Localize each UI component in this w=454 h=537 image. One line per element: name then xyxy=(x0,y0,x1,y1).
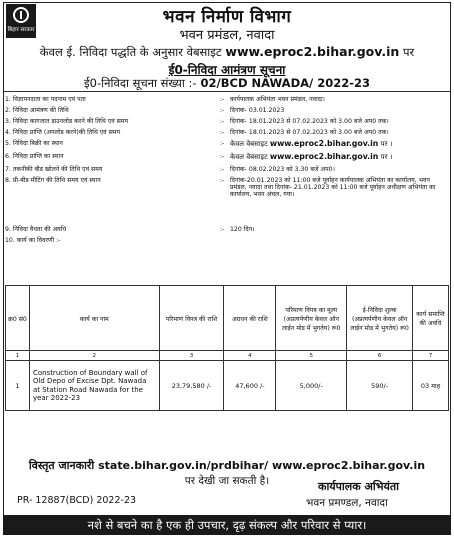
table-header-cell: परिमाण विपत्र की राशि xyxy=(159,286,224,351)
column-number: 3 xyxy=(159,351,224,361)
column-number: 4 xyxy=(224,351,276,361)
info-label: 2. निविदा आमंत्रण की तिथि xyxy=(5,107,69,114)
info-value: केवल वेबसाइट www.eproc2.bihar.gov.in पर । xyxy=(230,139,393,148)
info-row: 1. विज्ञापनदाता का पदनाम एवं पता :- कार्यपालक अभियंता भवन प्रमंडल, नवादा। xyxy=(5,96,449,105)
completion-period-cell: 03 माह xyxy=(413,361,449,411)
division-subtitle: भवन प्रमंडल, नवादा xyxy=(179,28,275,43)
table-header-cell: कार्य का नाम xyxy=(29,286,159,351)
info-value: दिनांक- 08.02.2023 को 3.30 बजे अप0। xyxy=(230,166,335,173)
column-number: 7 xyxy=(413,351,449,361)
column-number: 5 xyxy=(276,351,347,361)
office-name: भवन प्रमण्डल, नवादा xyxy=(306,497,388,509)
info-value: दिनांक- 18.01.2023 से 07.02.2023 को 3.00 बजे अप0 तक। xyxy=(230,129,389,136)
notice-title: ई0-निविदा आमंत्रण सूचना xyxy=(168,63,286,77)
table-header-cell: परिमाण विपत्र का मूल्य (अप्रत्यर्पणीय केवल ऑन लाईन मोड में भुगतेय) रू0 xyxy=(276,286,347,351)
info-row: 2. निविदा आमंत्रण की तिथि :- दिनांक- 03.01.2023 xyxy=(5,107,449,116)
notice-number-label: ई0-निविदा सूचना संख्या :- xyxy=(84,76,197,90)
notice-number: 02/BCD NAWADA/ 2022-23 xyxy=(200,76,370,90)
table-header-cell: अग्रधन की राशि xyxy=(224,286,276,351)
table-header-cell: कार्य समाप्ति की अवधि xyxy=(413,286,449,351)
info-row: 6. निविदा प्राप्ति का स्थान :- केवल वेबसाइट www.eproc2.bihar.gov.in पर । xyxy=(5,153,449,164)
system-prefix: केवल ई. निविदा पद्धति के अनुसार वेबसाइट xyxy=(39,45,222,59)
work-details-table xyxy=(5,285,449,411)
work-name-cell: Construction of Boundary wall of Old Depo of Excise Dpt. Nawada at Station Road Nawada for the year 2022-23 xyxy=(29,361,159,411)
eproc-website-link[interactable]: www.eproc2.bihar.gov.in xyxy=(225,44,400,59)
slogan-banner: नशे से बचने का है एक ही उपचार, दृढ़ संकल्प और परिवार से प्यार। xyxy=(3,515,451,535)
info-value: कार्यपालक अभियंता भवन प्रमंडल, नवादा। xyxy=(230,96,325,103)
office-title: कार्यपालक अभियंता xyxy=(318,480,399,493)
tender-fee-cell: 590/- xyxy=(347,361,413,411)
eprocurement-line xyxy=(4,44,450,60)
detail-sites-link[interactable]: state.bihar.gov.in/prdbihar/ www.eproc2.bihar.gov.in xyxy=(98,459,426,472)
bill-cost-cell: 5,000/- xyxy=(276,361,347,411)
info-row: 4. निविदा प्राप्ति (अपलोड करने)की तिथि एवं समय :- दिनांक- 18.01.2023 से 07.02.2023 को 3.00 बजे अप0 तक। xyxy=(5,129,449,138)
info-value: दिनांक- 03.01.2023 xyxy=(230,107,285,114)
column-number: 2 xyxy=(29,351,159,361)
info-row: 3. निविदा कागजात डाउनलोड करने की तिथि एवं समय :- दिनांक- 18.01.2023 से 07.02.2023 को 3.00 बजे अप0 तक। xyxy=(5,118,449,127)
info-value: दिनांक- 18.01.2023 से 07.02.2023 को 3.00 बजे अप0 तक। xyxy=(230,118,389,125)
info-label: 10. कार्य का विवरणी :- xyxy=(5,237,61,244)
info-label: 1. विज्ञापनदाता का पदनाम एवं पता xyxy=(5,96,86,103)
eproc-website-link[interactable]: www.eproc2.bihar.gov.in xyxy=(269,139,379,148)
table-number-row xyxy=(6,351,449,361)
table-header-cell: क्र0 सं0 xyxy=(6,286,30,351)
detail-line xyxy=(0,458,454,473)
pr-number: PR- 12887(BCD) 2022-23 xyxy=(17,495,137,506)
info-label: 9. निविदा वैधता की अवधि xyxy=(5,226,67,233)
info-label: 6. निविदा प्राप्ति का स्थान xyxy=(5,153,64,160)
info-value: केवल वेबसाइट www.eproc2.bihar.gov.in पर । xyxy=(230,152,393,161)
header-divider xyxy=(4,91,450,92)
info-label: 3. निविदा कागजात डाउनलोड करने की तिथि एवं समय xyxy=(5,118,129,125)
detail-prefix: विस्तृत जानकारी xyxy=(28,459,95,472)
info-value: दिनांक-20.01.2023 को 11:00 बजे पूर्वाहन कार्यपालक अभियंता का कार्यालय, भवन प्रमंडल, नवादा तथा दिनांक- 21.01.2023 को 11:00 बजे पूर्वाहन अधीक्षण अभियंता का कार्यालय, भवन अंचल, गया। xyxy=(230,177,436,199)
column-number: 1 xyxy=(6,351,30,361)
detail-suffix: पर देखी जा सकती है। xyxy=(184,475,270,487)
info-label: 5. निविदा बिक्री का स्थान xyxy=(5,140,63,147)
logo-text: बिहार सरकार xyxy=(7,27,35,33)
info-row: 8. प्री-बीड मीटिंग की तिथि समय एवं स्थान :- दिनांक-20.01.2023 को 11:00 बजे पूर्वाहन कार्यपालक अभियंता का कार्यालय, भवन प्रमंडल, नवादा तथा दिनांक- 21.01.2023 को 11:00 बजे पूर्वाहन अधीक्षण अभियंता का कार्यालय, भवन अंचल, गया। xyxy=(5,177,449,209)
table-header-row xyxy=(6,286,449,351)
info-value: 120 दिन। xyxy=(230,226,255,233)
department-title: भवन निर्माण विभाग xyxy=(162,7,292,27)
eproc-website-link[interactable]: www.eproc2.bihar.gov.in xyxy=(269,152,379,161)
info-row: 5. निविदा बिक्री का स्थान :- केवल वेबसाइट www.eproc2.bihar.gov.in पर । xyxy=(5,140,449,151)
column-number: 6 xyxy=(347,351,413,361)
info-row: 9. निविदा वैधता की अवधि :- 120 दिन। xyxy=(5,226,449,235)
info-row: 7. तकनीकी बीड खोलने की तिथि एवं समय :- दिनांक- 08.02.2023 को 3.30 बजे अप0। xyxy=(5,166,449,175)
info-label: 4. निविदा प्राप्ति (अपलोड करने)की तिथि एवं समय xyxy=(5,129,121,136)
serial-cell: 1 xyxy=(6,361,30,411)
table-row xyxy=(6,361,449,411)
amount-cell: 23,79,580 /- xyxy=(159,361,224,411)
table-header-cell: ई-निविदा शुल्क (अप्रत्यर्पणीय केवल ऑन लाईन मोड में भुगतेय) रू0 xyxy=(347,286,413,351)
notice-number-line xyxy=(0,76,454,91)
info-row xyxy=(5,237,449,246)
info-label: 8. प्री-बीड मीटिंग की तिथि समय एवं स्थान xyxy=(5,177,101,184)
info-label: 7. तकनीकी बीड खोलने की तिथि एवं समय xyxy=(5,166,103,173)
earnest-money-cell: 47,600 /- xyxy=(224,361,276,411)
system-suffix: पर xyxy=(402,45,415,59)
